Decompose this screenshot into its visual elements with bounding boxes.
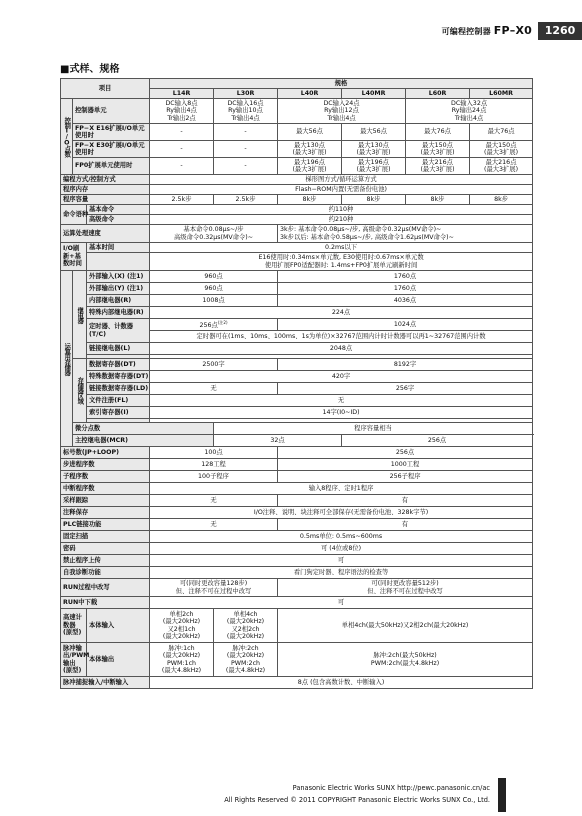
cell: 1000工程 — [278, 459, 533, 471]
model-l60r: L60R — [406, 89, 470, 99]
row-label: 链接数据寄存器(LD) — [87, 383, 150, 395]
row-label: 索引寄存器(I) — [87, 407, 150, 419]
row-label: 步进程序数 — [61, 459, 150, 471]
cell: 128工程 — [150, 459, 278, 471]
row-label: 程序容量 — [61, 195, 150, 205]
cell: 看门狗定时器、程序语法的检查等 — [150, 567, 533, 579]
cell: 4036点 — [278, 295, 533, 307]
cell: DC输入32点 Ry输出24点 Tr输出4点 — [406, 99, 533, 124]
footer-line2: All Rights Reserved © 2011 COPYRIGHT Panasonic Electric Works SUNX Co., Ltd. — [224, 796, 490, 804]
cell: 2.5k步 — [214, 195, 278, 205]
cell: 3k步: 基本命令0.08μs~/步, 高级命令0.32μs(MV命令)~ 3k步以后: 基本命令0.58μs~/步, 高级命令1.62μs(MV命令)~ — [278, 225, 533, 243]
row-label: 程序内存 — [61, 185, 150, 195]
row-label: 固定扫描 — [61, 531, 150, 543]
cell: - — [150, 124, 214, 141]
item-header: 项目 — [61, 79, 150, 99]
cell: 2048点 — [150, 343, 533, 355]
cell: 无 — [150, 495, 278, 507]
row-label: 数据寄存器(DT) — [87, 359, 150, 371]
row-label: 基本命令 — [87, 205, 150, 215]
cell: 最大150点 (最大3扩展) — [470, 141, 533, 158]
cell: I/O注释、说明、块注释可全部保存(无需备份电池、328k字节) — [150, 507, 533, 519]
cell: 最大76点 — [406, 124, 470, 141]
section-title: ■式样、规格 — [60, 64, 120, 75]
cell: 约210种 — [150, 215, 533, 225]
row-label: 微分点数 — [73, 423, 214, 435]
spec-header: 规格 — [150, 79, 533, 89]
cell: DC输入8点 Ry输出4点 Tr输出2点 — [150, 99, 214, 124]
row-label: 高级命令 — [87, 215, 150, 225]
row-label: 链接继电器(L) — [87, 343, 150, 355]
row-label: 定时器、计数器(T/C) — [87, 319, 150, 343]
row-label: PLC链接功能 — [61, 519, 150, 531]
cell: 960点 — [150, 271, 278, 283]
cell: 8192字 — [278, 359, 533, 371]
cell: - — [214, 158, 278, 175]
blank — [87, 253, 150, 271]
cell: 最大216点 (最大3扩展) — [470, 158, 533, 175]
cell: 程序容量相当 — [214, 423, 533, 435]
row-label: 脉冲输出/PWM输出(原型) — [61, 643, 87, 677]
area-group-label: 存储器区域 — [73, 359, 87, 423]
cell: 1760点 — [278, 283, 533, 295]
cell: 单相4ch (最大20kHz) 又2相2ch (最大20kHz) — [214, 609, 278, 643]
row-label: 自我诊断功能 — [61, 567, 150, 579]
row-label: RUN中下载 — [61, 597, 150, 609]
cell: 可(同时更改容量128步) 但、注释不可在过程中改写 — [150, 579, 278, 597]
row-label: 脉冲捕捉输入/中断输入 — [61, 677, 150, 689]
cell: 8点 (包含高数计数、中断输入) — [150, 677, 533, 689]
cell: - — [150, 141, 214, 158]
cell: 无 — [150, 383, 278, 395]
cell: 最大130点 (最大3扩展) — [342, 141, 406, 158]
cell: 单相4ch(最大50kHz)又2相2ch(最大20kHz) — [278, 609, 533, 643]
cell: 最大150点 (最大3扩展) — [406, 141, 470, 158]
spec-table — [60, 78, 533, 689]
cell: 无 — [150, 519, 278, 531]
row-label: 标号数(JP+LOOP) — [61, 447, 150, 459]
footer-line1: Panasonic Electric Works SUNX http://pewc.panasonic.cn/ac — [292, 784, 490, 792]
cell: 256字 — [278, 383, 533, 395]
cell: 256点 — [342, 435, 533, 447]
row-label: RUN过程中改写 — [61, 579, 150, 597]
cell: 可 — [150, 597, 533, 609]
cell: 脉冲:2ch (最大20kHz) PWM:2ch (最大4.8kHz) — [214, 643, 278, 677]
cell: 8k步 — [470, 195, 533, 205]
cell: 最大196点 (最大3扩展) — [278, 158, 342, 175]
row-label: 注释保存 — [61, 507, 150, 519]
cell: 最大56点 — [278, 124, 342, 141]
cell: 8k步 — [342, 195, 406, 205]
cell: - — [150, 158, 214, 175]
row-label: 外部输出(Y) (注1) — [87, 283, 150, 295]
cell: 100点 — [150, 447, 278, 459]
cell: 最大76点 — [470, 124, 533, 141]
model-l40r: L40R — [278, 89, 342, 99]
row-label: 本体输出 — [87, 643, 150, 677]
cell: 1760点 — [278, 271, 533, 283]
cell: 1008点 — [150, 295, 278, 307]
cell: 可 (4位或8位) — [150, 543, 533, 555]
row-label: I/O刷新+基数时间 — [61, 243, 87, 271]
cell: Flash−ROM内置(无需备份电池) — [150, 185, 533, 195]
row-label: 编程方式/控制方式 — [61, 175, 150, 185]
cell: 8k步 — [278, 195, 342, 205]
cell: 2.5k步 — [150, 195, 214, 205]
cell: 256点 — [278, 447, 533, 459]
ctrl-unit-label: 控制器单元 — [73, 99, 150, 124]
cell: 有 — [278, 519, 533, 531]
cell: 基本命令0.08μs~/步 高级命令0.32μs(MV命令)~ — [150, 225, 278, 243]
row-label: 特殊内部继电器(R) — [87, 307, 150, 319]
row-label: 子程序数 — [61, 471, 150, 483]
row-label: 高速计数器(原型) — [61, 609, 87, 643]
cell: 约110种 — [150, 205, 533, 215]
row-label: 运算处理速度 — [61, 225, 150, 243]
model-l30r: L30R — [214, 89, 278, 99]
edge-bar — [498, 778, 506, 812]
cell: 梯形图方式/循环运算方式 — [150, 175, 533, 185]
cell: 脉冲:1ch (最大20kHz) PWM:1ch (最大4.8kHz) — [150, 643, 214, 677]
row-label: 主控继电器(MCR) — [73, 435, 214, 447]
row-label: 内部继电器(R) — [87, 295, 150, 307]
cell: 无 — [150, 395, 533, 407]
cell: 100子程序 — [150, 471, 278, 483]
cell: 2500字 — [150, 359, 278, 371]
cell: 0.2ms以下 — [150, 243, 533, 253]
cell: - — [214, 141, 278, 158]
e30-label: FP−X E30扩展I/O单元使用时 — [73, 141, 150, 158]
cell: 有 — [278, 495, 533, 507]
model-l14r: L14R — [150, 89, 214, 99]
page-number: 1260 — [538, 22, 582, 40]
cell: 可(同时更改容量512步) 但、注释不可在过程中改写 — [278, 579, 533, 597]
ctrl-io-label: 控制I/O点数 — [61, 99, 73, 175]
row-label: 基本时间 — [87, 243, 150, 253]
row-label: 中断程序数 — [61, 483, 150, 495]
cell: 脉冲:2ch(最大50kHz) PWM:2ch(最大4.8kHz) — [278, 643, 533, 677]
fp0-label: FP0扩展单元使用时 — [73, 158, 150, 175]
cell: E16使用时:0.34ms×单元数, E30使用时:0.67ms×单元数 使用扩展FP0适配器时: 1.4ms+FP0扩展单元刷新时间 — [150, 253, 533, 271]
cell: 定时器可在(1ms、10ms、100ms、1s为单位)×32767范围内计时计数器可以再1~32767范围内计数 — [150, 331, 533, 343]
row-label: 本体输入 — [87, 609, 150, 643]
row-label: 特殊数据寄存器(DT) — [87, 371, 150, 383]
cell: 可 — [150, 555, 533, 567]
cell: 最大216点 (最大3扩展) — [406, 158, 470, 175]
row-label: 禁止程序上传 — [61, 555, 150, 567]
cell: 最大130点 (最大3扩展) — [278, 141, 342, 158]
cell: 14字(I0~ID) — [150, 407, 533, 419]
model-l40mr: L40MR — [342, 89, 406, 99]
row-label: 密码 — [61, 543, 150, 555]
cell: 960点 — [150, 283, 278, 295]
page-header — [0, 22, 582, 40]
cell: 单相2ch (最大20kHz) 又2相1ch (最大20kHz) — [150, 609, 214, 643]
cell: - — [214, 124, 278, 141]
header-title: 可编程控制器 FP–X0 — [441, 24, 532, 37]
row-label: 命令语种 — [61, 205, 87, 225]
cell: 32点 — [214, 435, 342, 447]
cell: 420字 — [150, 371, 533, 383]
model-l60mr: L60MR — [470, 89, 533, 99]
cell: 最大56点 — [342, 124, 406, 141]
cell: 224点 — [150, 307, 533, 319]
mem-group-label: 运算用存储器 — [61, 271, 73, 447]
cell: 256点$^{(注2)}$ — [150, 319, 278, 331]
cell: 输入8程序、定时1程序 — [150, 483, 533, 495]
relay-group-label: 继电器 — [73, 271, 87, 359]
cell: DC输入24点 Ry输出12点 Tr输出4点 — [278, 99, 406, 124]
cell: 8k步 — [406, 195, 470, 205]
e16-label: FP−X E16扩展I/O单元使用时 — [73, 124, 150, 141]
row-label: 外部输入(X) (注1) — [87, 271, 150, 283]
cell: 1024点 — [278, 319, 533, 331]
row-label: 文件注册(FL) — [87, 395, 150, 407]
cell: 256子程序 — [278, 471, 533, 483]
cell: 0.5ms单位: 0.5ms~600ms — [150, 531, 533, 543]
row-label: 采样跟踪 — [61, 495, 150, 507]
cell: DC输入16点 Ry输出10点 Tr输出4点 — [214, 99, 278, 124]
cell: 最大196点 (最大3扩展) — [342, 158, 406, 175]
